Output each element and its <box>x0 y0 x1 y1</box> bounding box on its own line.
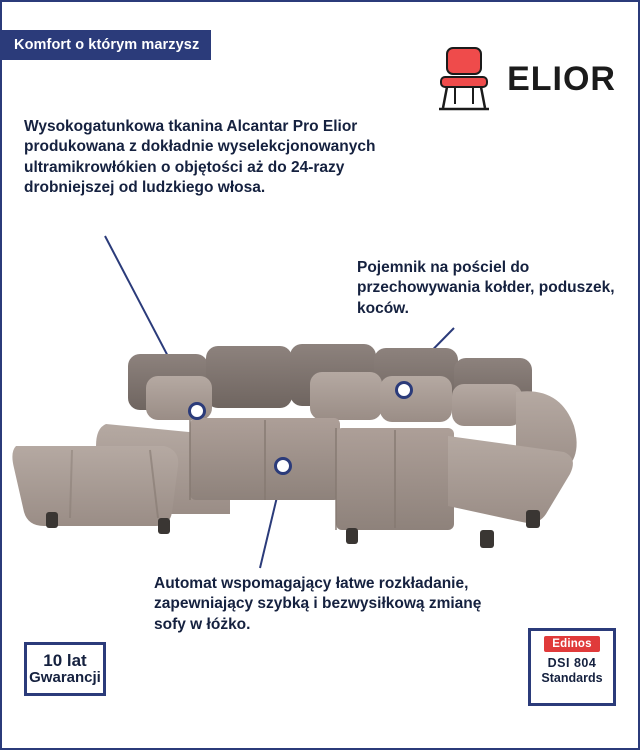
guarantee-badge-label: Gwarancji <box>29 669 101 687</box>
edinos-badge-dsi: DSI 804 <box>547 656 597 670</box>
edinos-badge-standards: Standards <box>541 671 603 685</box>
brand-logo <box>435 46 616 112</box>
callout-mechanism-text: Automat wspomagający łatwe rozkładanie, zapewniający szybką i bezwysiłkową zmianę sofy w łóżko. <box>154 575 482 633</box>
corner-sofa-illustration <box>10 332 620 572</box>
marker-storage <box>395 381 413 399</box>
chair-icon <box>435 46 497 112</box>
guarantee-badge <box>24 642 106 696</box>
marker-fabric <box>188 402 206 420</box>
guarantee-badge-years: 10 lat <box>43 651 87 671</box>
brand-name: ELIOR <box>507 60 616 98</box>
edinos-standards-badge <box>528 628 616 706</box>
banner-title: Komfort o którym marzysz <box>0 30 211 60</box>
callout-storage-text: Pojemnik na pościel do przechowywania kołder, poduszek, koców. <box>357 259 615 317</box>
edinos-badge-tag: Edinos <box>544 636 600 652</box>
marker-mechanism <box>274 457 292 475</box>
callout-fabric-text: Wysokogatunkowa tkanina Alcantar Pro Elior produkowana z dokładnie wyselekcjonowanych ultramikrowłókien o objętości aż do 24-razy drobniejszej od ludzkiego włosa. <box>24 118 376 197</box>
